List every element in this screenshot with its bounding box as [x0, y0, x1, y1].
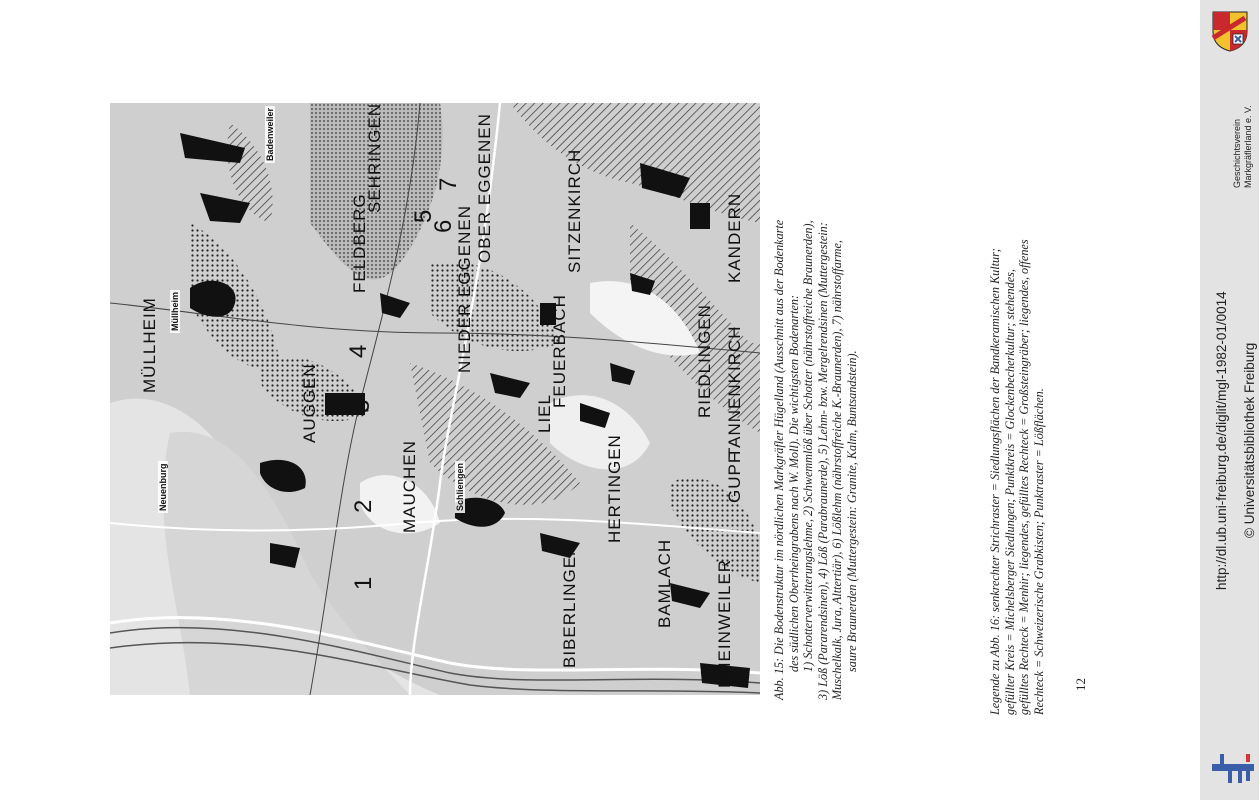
map-label-mauchen: MAUCHEN [400, 440, 419, 533]
legend-line: gefülltes Rechteck = Menhir; liegendes, gefülltes Rechteck = Großsteingräber; liegendes, offenes [1017, 239, 1032, 715]
caption-line: Abb. 15: Die Bodenstruktur im nördlichen Markgräfler Hügelland (Ausschnitt aus der Bodenkarte [772, 219, 786, 700]
coat-of-arms-icon [1209, 10, 1251, 52]
legend-line: Rechteck = Schweizerische Grabkisten; Punktraster = Lößflächen. [1031, 388, 1046, 715]
caption-line: 1) Schotterverwitterungslehme, 2) Schwemmlöß über Schotter (nährstoffreiche Braunerden), [801, 220, 816, 672]
map-zone-7: 7 [435, 176, 462, 191]
map-label-kandern: KANDERN [725, 192, 744, 283]
map-label-tannenkirch: TANNENKIRCH [725, 325, 744, 458]
copyright-notice: © Universitätsbibliothek Freiburg [1242, 342, 1257, 538]
caption-line: saure Braunerden (Muttergestein: Granite, Kalm, Buntsandstein). [844, 350, 859, 672]
map-label-rheinweiler: RHEINWEILER [715, 558, 734, 688]
map-zone-6: 6 [430, 218, 457, 233]
page-number: 12 [1073, 678, 1088, 691]
legend-line: gefüllter Kreis = Michelsberger Siedlungen; Punktkreis = Glockenbecherkultur; stehendes, [1002, 269, 1017, 715]
map-label-biberlingen: BIBERLINGEN [560, 542, 579, 668]
map-label-feuerbach: FEUERBACH [550, 294, 569, 408]
map-zone-3: 3 [348, 398, 375, 413]
map-label-auggen: AUGGEN [300, 363, 319, 443]
legend-line: Legende zu Abb. 16: senkrechter Strichraster = Siedlungsflächen der Bandkeramischen Kultur; [988, 248, 1002, 715]
caption-line: des südlichen Oberrheingrabens nach W. Moll). Die wichtigsten Bodenarten: [786, 294, 801, 672]
map-label-bamlach: BAMLACH [655, 538, 674, 628]
legend-text [988, 100, 1046, 715]
caption-line: Muschelkalk, Jura, Alttertiär), 6) Lößlehm (nährstoffreiche K.-Braunerden), 7) nährstoffarme, [830, 240, 845, 700]
map-label-ober-eggenen: OBER EGGENEN [475, 113, 494, 263]
university-library-logo-icon [1212, 750, 1254, 786]
map-zone-5: 5 [410, 208, 437, 223]
caption-line: 3) Löß (Pararendsinen), 4) Löß (Parabraunerde), 5) Lehm- bzw. Mergelrendsinen (Muttergestein: [815, 222, 830, 700]
map-label-muellheim: MÜLLHEIM [140, 297, 159, 393]
map-label-hertingen: HERTINGEN [605, 434, 624, 543]
map-zone-4: 4 [345, 343, 372, 358]
map-label-sitzenkirch: SITZENKIRCH [565, 148, 584, 273]
map-label-badenweiler: Badenweiler [265, 107, 275, 161]
permalink-url[interactable]: http://dl.ub.uni-freiburg.de/diglit/mgl-1982-01/0014 [1214, 291, 1229, 590]
map-label-feldberg: FELDBERG [350, 193, 369, 293]
map-label-liel: LIEL [535, 394, 554, 433]
map-label-gupf: GUPF [725, 451, 744, 503]
map-label-neuenburg: Neuenburg [158, 463, 168, 511]
map-label-riedlingen: RIEDLINGEN [695, 304, 714, 418]
map-label-muellheim-small: Müllheim [170, 291, 180, 331]
society-line: Geschichtsverein [1232, 118, 1242, 188]
map-label-nieder-eggenen: NIEDER EGGENEN [455, 205, 474, 373]
society-name [1232, 105, 1254, 188]
soil-map [110, 103, 760, 695]
society-line: Markgräflerland e. V. [1243, 105, 1253, 188]
figure-caption [772, 100, 860, 700]
map-label-schliengen: Schliengen [455, 462, 465, 511]
map-label-sehringen: SEHRINGEN [365, 102, 384, 213]
map-zone-1: 1 [350, 575, 377, 590]
map-zone-2: 2 [350, 498, 377, 513]
